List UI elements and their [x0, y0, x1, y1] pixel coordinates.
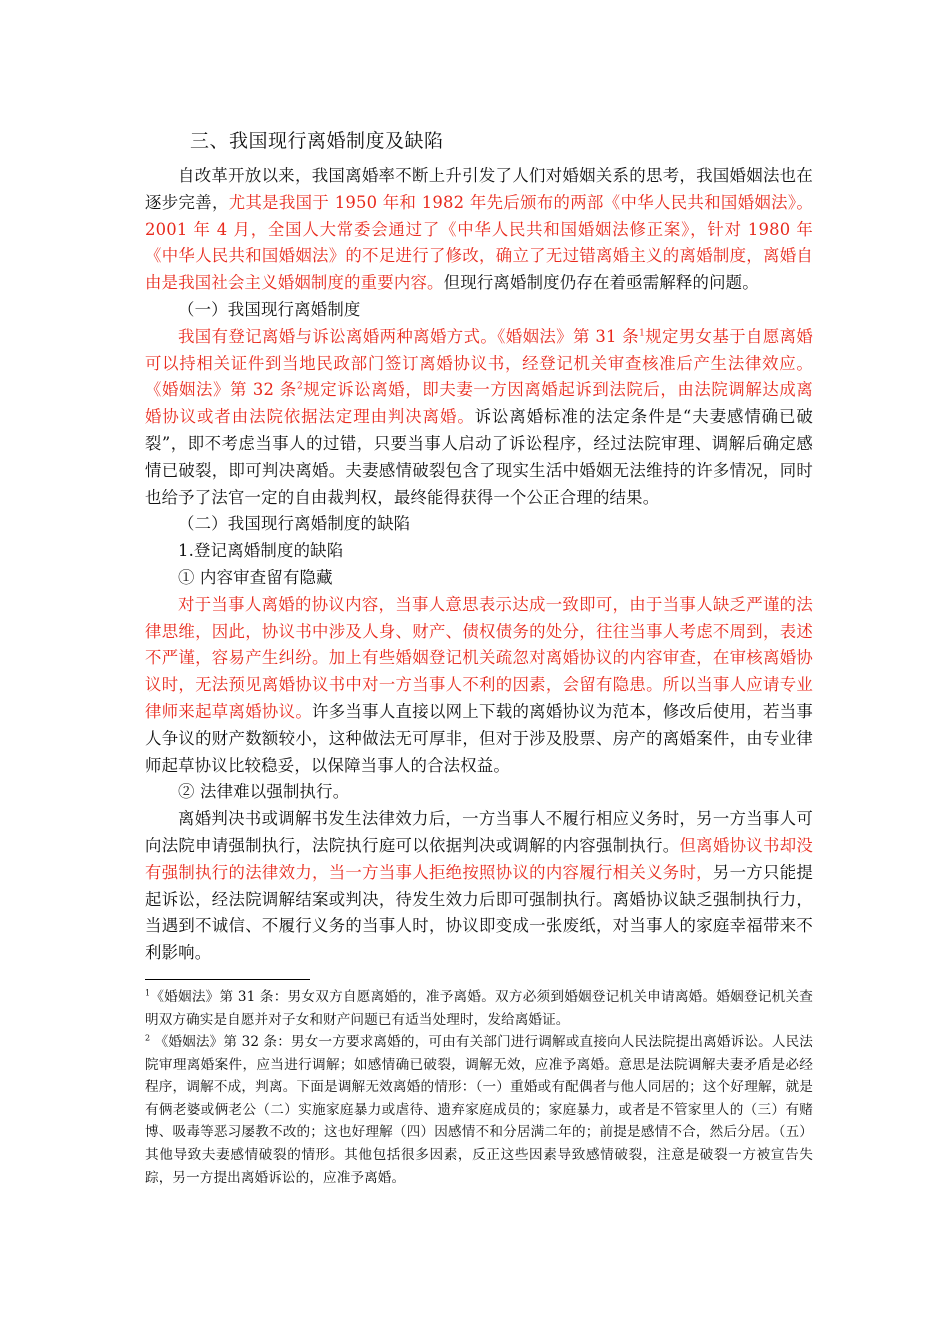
- footnote-2: [145, 1031, 813, 1189]
- current-system-highlight-1: 我国有登记离婚与诉讼离婚两种离婚方式。《婚姻法》第 31 条: [178, 326, 640, 346]
- footnote-divider: [145, 979, 310, 980]
- enforcement-highlight: 但离婚协议书却没有强制执行的法律效力，当一方当事人拒绝按照协议的内容履行相关义务时，: [145, 835, 813, 882]
- footnote-mark-1: 1: [145, 988, 151, 998]
- footnote-ref-2: 2: [296, 381, 303, 392]
- section-heading: 三、我国现行离婚制度及缺陷: [190, 130, 444, 152]
- document-page: [145, 126, 813, 1189]
- subheading-defects: （二）我国现行离婚制度的缺陷: [178, 514, 411, 534]
- subheading-current-system: （一）我国现行离婚制度: [178, 299, 361, 319]
- intro-text: 自改革开放以来，我国离婚率不断上升引发了人们对婚姻关系的思考，我国婚姻法也在逐步完善，: [145, 166, 813, 212]
- item-registration-defects: 1.登记离婚制度的缺陷: [178, 541, 344, 561]
- current-system-highlight-2: 规定男女基于自愿离婚可以持相关证件到当地民政部门签订离婚协议书，经登记机关审查核准后产生法律效应。《婚姻法》第 32 条: [145, 326, 814, 400]
- paragraph-intro: [145, 163, 813, 297]
- paragraph-enforcement: [145, 806, 813, 967]
- content-review-text: 许多当事人直接以网上下载的离婚协议为范本，修改后使用，若当事人争议的财产数额较小，这种做法无可厚非，但对于涉及股票、房产的离婚案件，由专业律师起草协议比较稳妥，以保障当事人的合法权益。: [145, 701, 814, 775]
- current-system-text: 诉讼离婚标准的法定条件是“夫妻感情确已破裂”，即不考虑当事人的过错，只要当事人启动了诉讼程序，经过法院审理、调解后确定感情已破裂，即可判决离婚。夫妻感情破裂包含了现实生活中婚姻无法维持的许多情况，同时也给予了法官一定的自由裁判权，最终能得获得一个公正合理的结果。: [145, 407, 813, 507]
- intro-highlight: 尤其是我国于 1950 年和 1982 年先后颁布的两部《中华人民共和国婚姻法》。2001 年 4 月，全国人大常委会通过了《中华人民共和国婚姻法修正案》，针对 1980 年《中华人民共和国婚姻法》的不足进行了修改，确立了无过错离婚主义的离婚制度，离婚自由是我国社会主义婚姻制度的重要内容。: [145, 192, 814, 293]
- paragraph-current-system: [145, 324, 813, 512]
- footnote-mark-2: 2: [145, 1033, 151, 1043]
- paragraph-content-review: [145, 592, 813, 780]
- footnote-text-2: 《婚姻法》第 32 条：男女一方要求离婚的，可由有关部门进行调解或直接向人民法院提出离婚诉讼。人民法院审理离婚案件，应当进行调解；如感情确已破裂，调解无效，应准予离婚。意思是法院调解夫妻矛盾是必经程序，调解不成，判离。下面是调解无效离婚的情形：（一）重婚或有配偶者与他人同居的；这个好理解，就是有俩老婆或俩老公（二）实施家庭暴力或虐待、遗弃家庭成员的；家庭暴力，或者是不管家里人的（三）有赌博、吸毒等恶习屡教不改的；这也好理解（四）因感情不和分居满二年的；前提是感情不合，然后分居。（五）其他导致夫妻感情破裂的情形。其他包括很多因素，反正这些因素导致感情破裂，注意是破裂一方被宣告失踪，另一方提出离婚诉讼的，应准予离婚。: [145, 1034, 814, 1186]
- footnote-1: [145, 986, 813, 1031]
- footnote-text-1: 《婚姻法》第 31 条：男女双方自愿离婚的，准予离婚。双方必须到婚姻登记机关申请离婚。婚姻登记机关查明双方确实是自愿并对子女和财产问题已有适当处理时，发给离婚证。: [145, 988, 813, 1028]
- enforcement-text-1: 离婚判决书或调解书发生法律效力后，一方当事人不履行相应义务时，另一方当事人可向法院申请强制执行，法院执行庭可以依据判决或调解的内容强制执行。: [145, 809, 813, 855]
- item-enforcement: ② 法律难以强制执行。: [178, 782, 350, 802]
- footnote-ref-1: 1: [639, 328, 646, 339]
- intro-closing: 但现行离婚制度仍存在着亟需解释的问题。: [443, 273, 759, 293]
- item-content-review: ① 内容审查留有隐藏: [178, 567, 333, 587]
- content-review-highlight: 对于当事人离婚的协议内容，当事人意思表示达成一致即可，由于当事人缺乏严谨的法律思维，因此，协议书中涉及人身、财产、债权债务的处分，往往当事人考虑不周到，表述不严谨，容易产生纠纷。加上有些婚姻登记机关疏忽对离婚协议的内容审查，在审核离婚协议时，无法预见离婚协议书中对一方当事人不利的因素，会留有隐患。所以当事人应请专业律师来起草离婚协议。: [145, 594, 813, 721]
- enforcement-text-2: 另一方只能提起诉讼，经法院调解结案或判决，待发生效力后即可强制执行。离婚协议缺乏强制执行力，当遇到不诚信、不履行义务的当事人时，协议即变成一张废纸，对当事人的家庭幸福带来不利影响。: [145, 862, 813, 963]
- current-system-highlight-3: 规定诉讼离婚，即夫妻一方因离婚起诉到法院后，由法院调解达成离婚协议或者由法院依据法定理由判决离婚。: [145, 380, 813, 427]
